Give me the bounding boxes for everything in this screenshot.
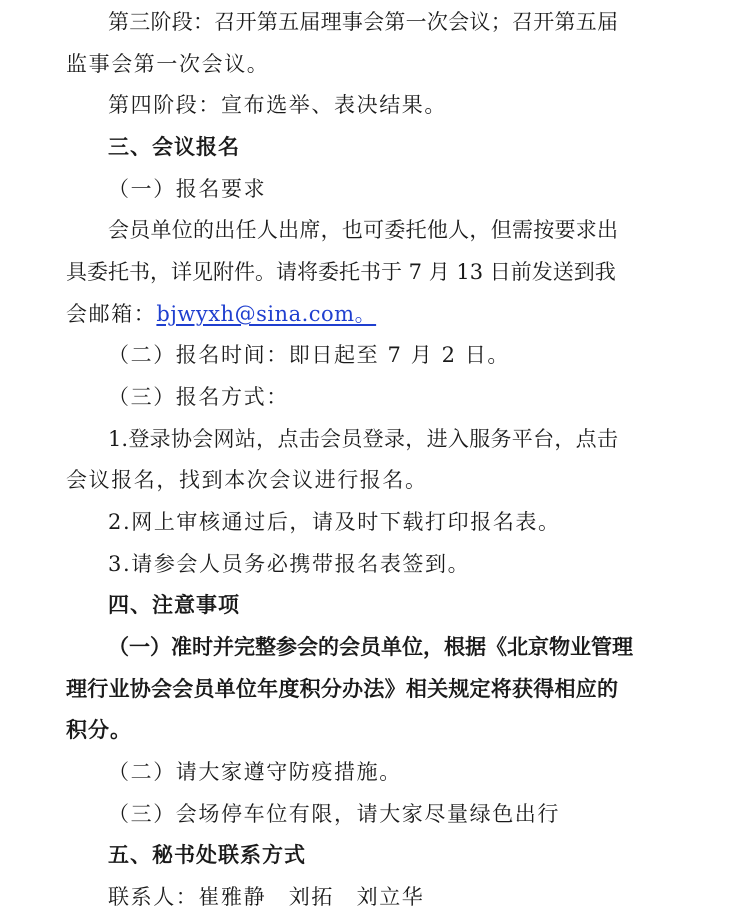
- section-3-3-item-3: 3.请参会人员务必携带报名表签到。: [108, 552, 471, 576]
- stage4-line: 第四阶段：宣布选举、表决结果。: [108, 93, 447, 117]
- section-4-3-line: （三）会场停车位有限，请大家尽量绿色出行: [108, 802, 560, 826]
- section-4-1-line-2: 理行业协会会员单位年度积分办法》相关规定将获得相应的: [66, 677, 618, 701]
- section-4-1-line-1: （一）准时并完整参会的会员单位，根据《北京物业管理: [108, 635, 633, 659]
- email-link[interactable]: bjwyxh@sina.com。: [156, 302, 377, 326]
- section-5-heading: 五、秘书处联系方式: [108, 843, 306, 867]
- section-4-1-line-3: 积分。: [66, 718, 132, 742]
- email-label: 会邮箱：: [66, 302, 157, 326]
- section-3-3-item-2: 2.网上审核通过后，请及时下载打印报名表。: [108, 510, 561, 534]
- contact-line: 联系人：崔雅静 刘拓 刘立华: [108, 885, 425, 909]
- section-3-1-line-2: 具委托书，详见附件。请将委托书于 7 月 13 日前发送到我: [66, 260, 616, 284]
- section-4-heading: 四、注意事项: [108, 593, 240, 617]
- section-3-1-line-3: [66, 300, 376, 328]
- section-3-1-title: （一）报名要求: [108, 177, 267, 201]
- stage3-line-1: 第三阶段：召开第五届理事会第一次会议；召开第五届: [108, 10, 618, 34]
- section-3-1-line-1: 会员单位的出任人出席，也可委托他人，但需按要求出: [108, 218, 618, 242]
- section-4-2-line: （二）请大家遵守防疫措施。: [108, 760, 402, 784]
- section-3-heading: 三、会议报名: [108, 135, 240, 159]
- stage3-line-2: 监事会第一次会议。: [66, 52, 270, 76]
- section-3-3-item-1-line-2: 会议报名，找到本次会议进行报名。: [66, 468, 428, 492]
- section-3-3-item-1-line-1: 1.登录协会网站，点击会员登录，进入服务平台，点击: [108, 427, 618, 451]
- section-3-3-title: （三）报名方式：: [108, 385, 289, 409]
- section-3-2-line: （二）报名时间：即日起至 7 月 2 日。: [108, 343, 511, 367]
